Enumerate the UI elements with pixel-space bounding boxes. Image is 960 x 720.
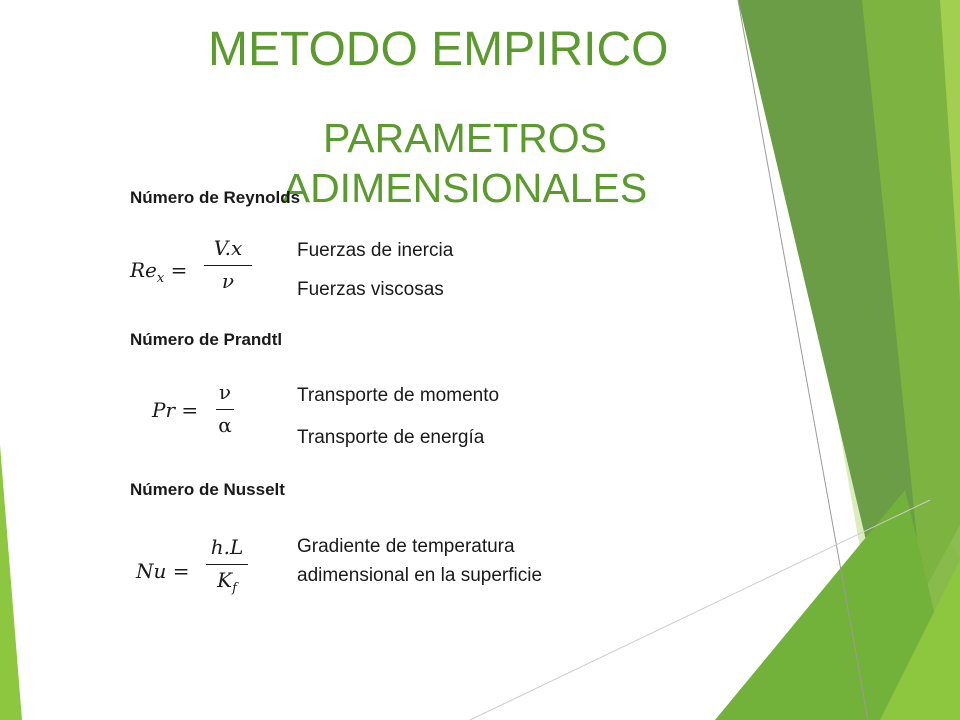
nusselt-heading: Número de Nusselt — [130, 480, 285, 499]
reynolds-denominator: ν — [221, 269, 235, 293]
reynolds-fraction-bar — [204, 265, 252, 266]
nusselt-fraction-bar — [206, 564, 248, 565]
left-green-wedge — [0, 445, 22, 720]
reynolds-fraction — [204, 236, 252, 293]
reynolds-equals: = — [170, 258, 188, 282]
nusselt-fraction — [206, 535, 248, 596]
reynolds-lhs-subscript: x — [156, 271, 165, 286]
reynolds-lhs-symbol: Re — [130, 258, 157, 282]
nusselt-lhs — [136, 559, 190, 583]
nusselt-denominator — [206, 568, 248, 596]
prandtl-numerator: ν — [218, 380, 232, 404]
prandtl-lhs-symbol: Pr — [152, 398, 176, 422]
reynolds-desc-bottom: Fuerzas viscosas — [297, 279, 444, 300]
prandtl-desc-top: Transporte de momento — [297, 385, 500, 406]
nusselt-denominator-symbol: K — [217, 568, 233, 592]
reynolds-desc-top: Fuerzas de inercia — [297, 240, 454, 261]
nusselt-numerator: h.L — [210, 535, 244, 559]
prandtl-fraction-bar — [216, 409, 234, 410]
reynolds-lhs — [130, 258, 187, 286]
slide-title: METODO EMPIRICO — [208, 23, 669, 76]
slide-subtitle: PARAMETROS ADIMENSIONALES — [282, 115, 648, 211]
nusselt-equals: = — [172, 559, 190, 583]
prandtl-denominator: α — [218, 413, 232, 437]
prandtl-equals: = — [181, 398, 199, 422]
reynolds-numerator: V.x — [213, 236, 243, 260]
prandtl-heading: Número de Prandtl — [130, 330, 283, 349]
prandtl-desc-bottom: Transporte de energía — [297, 427, 485, 448]
prandtl-lhs — [152, 398, 198, 422]
nusselt-desc-line1: Gradiente de temperatura — [297, 536, 515, 557]
nusselt-lhs-symbol: Nu — [136, 559, 167, 583]
nusselt-desc-line2: adimensional en la superficie — [297, 565, 543, 586]
reynolds-heading: Número de Reynolds — [130, 188, 301, 207]
prandtl-fraction — [216, 380, 234, 437]
nusselt-denominator-subscript: f — [232, 581, 237, 596]
